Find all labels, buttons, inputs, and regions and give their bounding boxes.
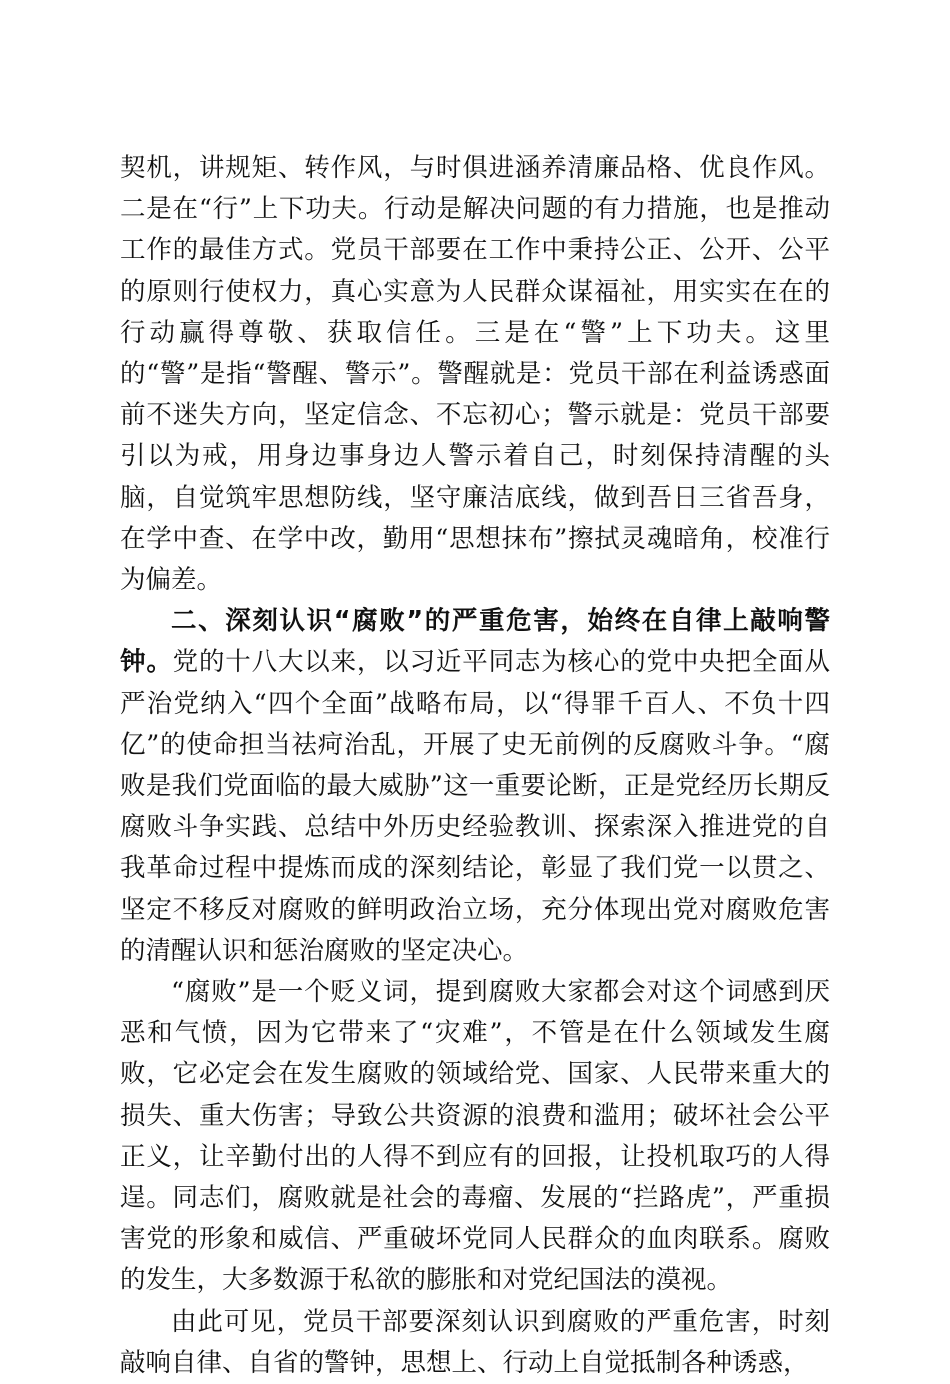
paragraph-2 (120, 601, 830, 972)
paragraph-1-text: 契机，讲规矩、转作风，与时俱进涵养清廉品格、优良作风。二是在“行”上下功夫。行动是解决问题的有力措施，也是推动工作的最佳方式。党员干部要在工作中秉持公正、公开、公平的原则行使权力，真心实意为人民群众谋福祉，用实实在在的行动赢得尊敬、获取信任。三是在“警”上下功夫。这里的“警”是指“警醒、警示”。警醒就是：党员干部在利益诱惑面前不迷失方向，坚定信念、不忘初心；警示就是：党员干部要引以为戒，用身边事身边人警示着自己，时刻保持清醒的头脑，自觉筑牢思想防线，坚守廉洁底线，做到吾日三省吾身，在学中查、在学中改，勤用“思想抹布”擦拭灵魂暗角，校准行为偏差。 (120, 153, 830, 596)
paragraph-3-text: “腐败”是一个贬义词，提到腐败大家都会对这个词感到厌恶和气愤，因为它带来了“灾难”，不管是在什么领域发生腐败，它必定会在发生腐败的领域给党、国家、人民带来重大的损失、重大伤害；导致公共资源的浪费和滥用；破坏社会公平正义，让辛勤付出的人得不到应有的回报，让投机取巧的人得逞。同志们，腐败就是社会的毒瘤、发展的“拦路虎”，严重损害党的形象和威信、严重破坏党同人民群众的血肉联系。腐败的发生，大多数源于私欲的膨胀和对党纪国法的漠视。 (120, 977, 830, 1296)
paragraph-2-text: 党的十八大以来，以习近平同志为核心的党中央把全面从严治党纳入“四个全面”战略布局，以“得罪千百人、不负十四亿”的使命担当祛疴治乱，开展了史无前例的反腐败斗争。“腐败是我们党面临的最大威胁”这一重要论断，正是党经历长期反腐败斗争实践、总结中外历史经验教训、探索深入推进党的自我革命过程中提炼而成的深刻结论，彰显了我们党一以贯之、坚定不移反对腐败的鲜明政治立场，充分体现出党对腐败危害的清醒认识和惩治腐败的坚定决心。 (120, 647, 830, 966)
paragraph-4 (120, 1302, 830, 1384)
section-heading: 二、深刻认识“腐败”的严重危害，始终在自律上敲响警钟。 (120, 606, 830, 678)
paragraph-1 (120, 148, 830, 601)
paragraph-3 (120, 972, 830, 1302)
paragraph-4-text: 由此可见，党员干部要深刻认识到腐败的严重危害，时刻敲响自律、自省的警钟，思想上、行动上自觉抵制各种诱惑， (120, 1306, 830, 1378)
document-body (120, 148, 830, 1384)
